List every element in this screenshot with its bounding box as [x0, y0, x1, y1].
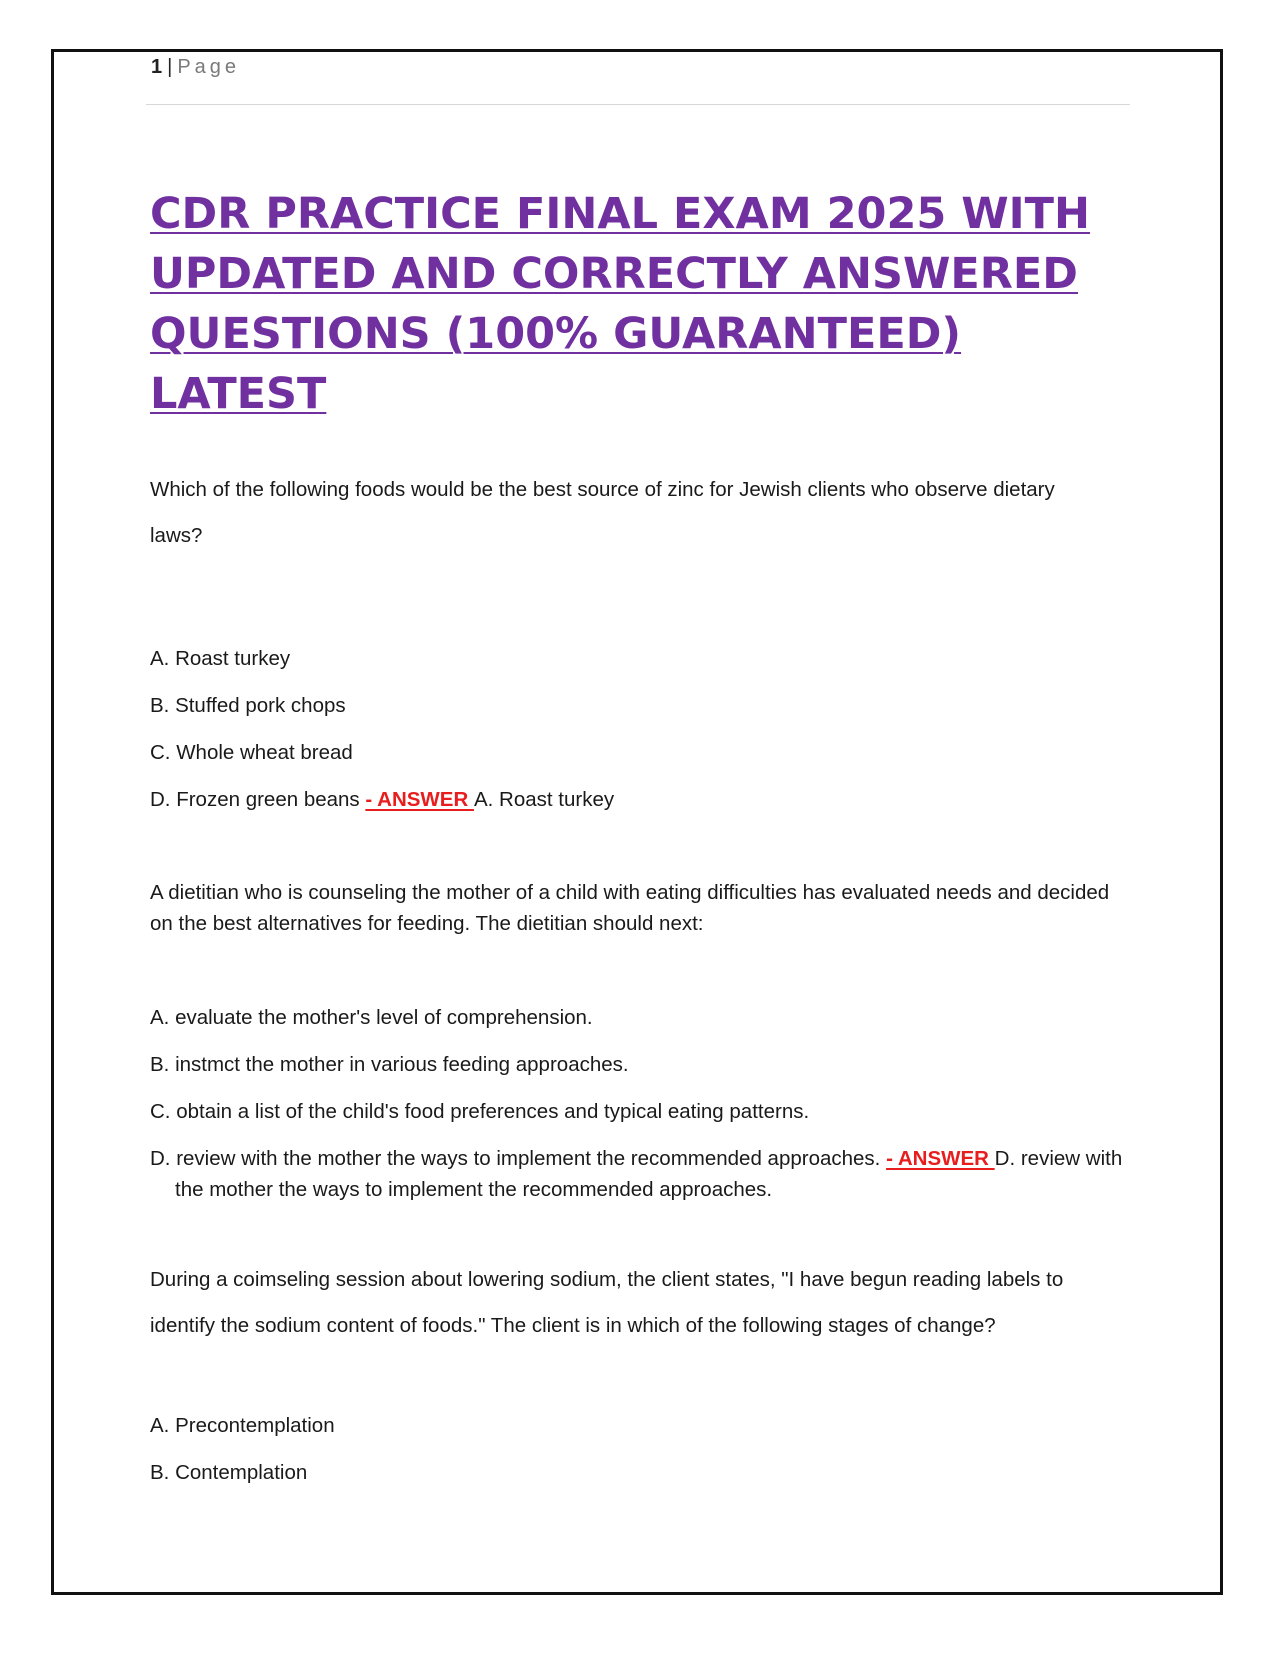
- title-line-1: CDR PRACTICE FINAL EXAM 2025 WITH: [150, 189, 1090, 239]
- question-1-option-a: A. Roast turkey: [150, 647, 291, 670]
- question-2-stem: A dietitian who is counseling the mother of a child with eating difficulties has evaluated needs and decided on the best alternatives for feeding. The dietitian should next:: [150, 881, 1110, 935]
- answer-tag: - ANSWER: [365, 788, 474, 811]
- question-3-option-b: B. Contemplation: [150, 1461, 308, 1484]
- header-divider: [146, 104, 1130, 105]
- document-title: [150, 184, 1110, 424]
- question-1-option-d: [150, 784, 1110, 815]
- question-2-option-a: A. evaluate the mother's level of comprehension.: [150, 1006, 593, 1029]
- question-1-option-c: C. Whole wheat bread: [150, 741, 353, 764]
- question-3-option-a: A. Precontemplation: [150, 1414, 335, 1437]
- page-number: 1: [151, 56, 164, 78]
- question-1-option-b: B. Stuffed pork chops: [150, 694, 346, 717]
- question-1-stem: Which of the following foods would be the best source of zinc for Jewish clients who observe dietary laws?: [150, 478, 1055, 547]
- title-line-3: QUESTIONS (100% GUARANTEED) LATEST: [150, 309, 962, 419]
- title-line-2: UPDATED AND CORRECTLY ANSWERED: [150, 249, 1078, 299]
- option-text: D. review with the mother the ways to implement the recommended approaches.: [150, 1147, 887, 1170]
- option-text: D. Frozen green beans: [150, 788, 366, 811]
- page-header: [151, 56, 240, 79]
- answer-text: D. review with the mother the ways to implement the recommended approaches.: [175, 1147, 1123, 1201]
- answer-tag: - ANSWER: [886, 1147, 995, 1170]
- page-label: Page: [177, 56, 241, 78]
- question-2-option-c: C. obtain a list of the child's food preferences and typical eating patterns.: [150, 1100, 810, 1123]
- question-3-stem: During a coimseling session about lowering sodium, the client states, "I have begun reading labels to identify the sodium content of foods." The client is in which of the following stages of change?: [150, 1268, 1064, 1337]
- answer-text: A. Roast turkey: [473, 788, 615, 811]
- header-separator: |: [167, 56, 174, 78]
- question-2-option-b: B. instmct the mother in various feeding approaches.: [150, 1053, 629, 1076]
- question-2-option-d: [150, 1143, 1135, 1205]
